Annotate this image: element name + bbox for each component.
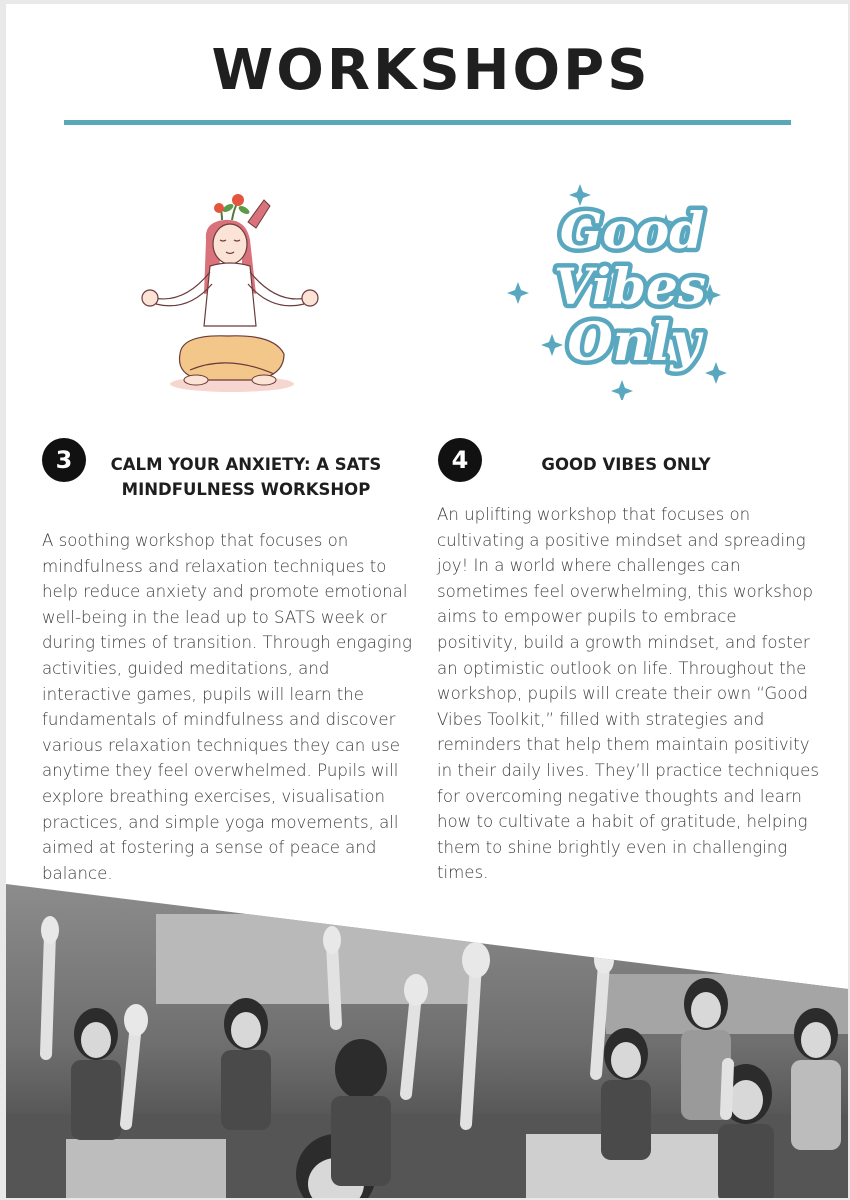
title-underline <box>64 120 791 125</box>
workshop-description: An uplifting workshop that focuses on cultivating a positive mindset and spreading joy! In a world where challenges can sometimes feel overwhelming, this workshop aims to empower pupils to embrace positivity, build a growth mindset, and foster an optimistic outlook on life. Throughout the workshop, pupils will create their own “Good Vibes Toolkit,” filled with strategies and reminders that help them maintain positivity in their daily lives. They’ll practice techniques for overcoming negative thoughts and learn how to cultivate a habit of gratitude, helping them to shine brightly even in challenging times. <box>437 505 820 883</box>
workshop-title-line: GOOD VIBES ONLY <box>541 455 711 474</box>
classroom-hands-raised-photo <box>6 884 848 1198</box>
meditating-girl-with-flower-icon <box>124 194 344 404</box>
workshop-title <box>486 452 766 477</box>
workshop-title <box>86 452 406 502</box>
lettering-vibes: Vibes <box>554 257 706 316</box>
workshop-title-line: CALM YOUR ANXIETY: A SATS <box>110 455 382 474</box>
good-vibes-only-lettering <box>500 180 760 400</box>
workshop-number-badge: 3 <box>42 438 86 482</box>
lettering-only: Only <box>567 312 701 373</box>
workshops-page <box>6 4 848 1198</box>
lettering-good: Good <box>559 201 705 260</box>
workshop-description: A soothing workshop that focuses on mindfulness and relaxation techniques to help reduce anxiety and promote emotional well-being in the lead up to SATS week or during times of transition. Through engaging activities, guided meditations, and interactive games, pupils will learn the fundamentals of mindfulness and discover various relaxation techniques they can use anytime they feel overwhelmed. Pupils will explore breathing exercises, visualisation practices, and simple yoga movements, all aimed at fostering a sense of peace and balance. <box>42 531 412 883</box>
page-title: WORKSHOPS <box>211 38 651 103</box>
workshop-title-line: MINDFULNESS WORKSHOP <box>121 480 371 499</box>
workshop-number-badge: 4 <box>438 438 482 482</box>
